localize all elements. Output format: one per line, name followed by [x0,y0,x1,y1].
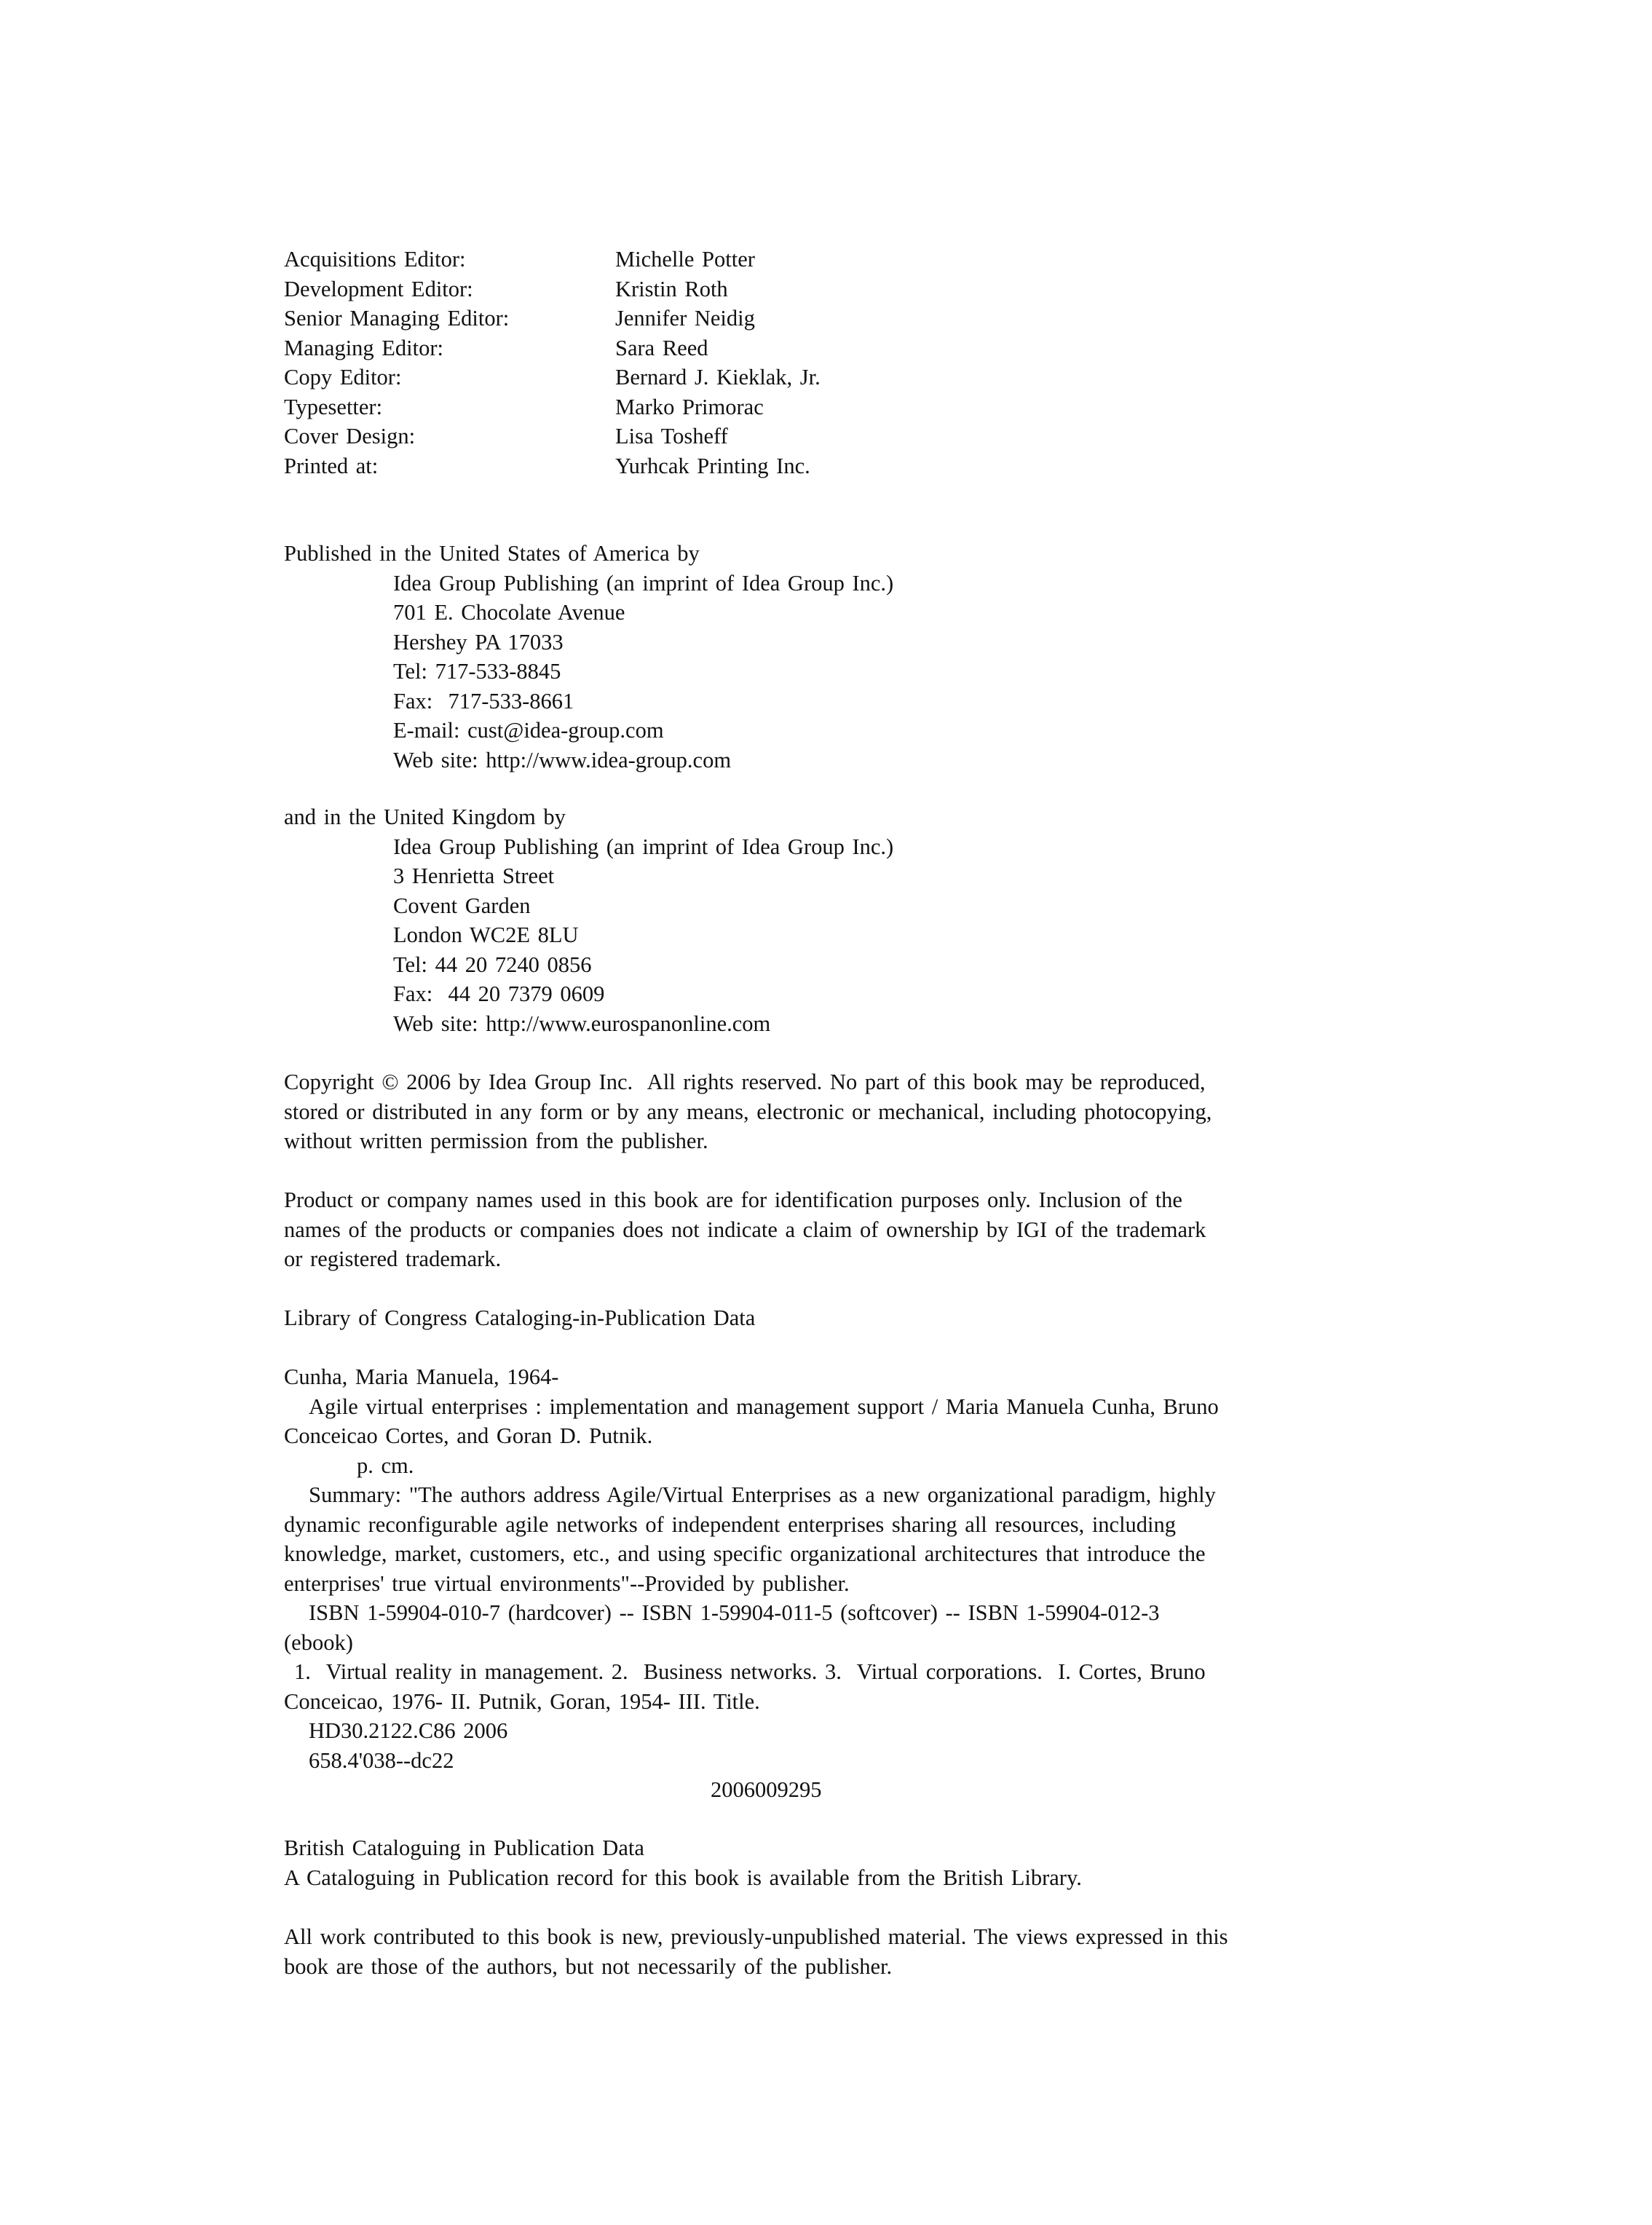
credit-role: Managing Editor: [284,335,444,360]
credit-name: Jennifer Neidig [615,306,755,331]
cip-isbn-line: ISBN 1-59904-010-7 (hardcover) -- ISBN 1-59904-011-5 (softcover) -- ISBN 1-59904-012-3 [309,1600,1160,1625]
credit-name: Marko Primorac [615,394,764,419]
british-cip-text: A Cataloguing in Publication record for this book is available from the British Library. [284,1865,1082,1890]
trademark-line: names of the products or companies does not indicate a claim of ownership by IGI of the trademark [284,1217,1206,1242]
us-publisher-intro: Published in the United States of America by [284,541,700,566]
cip-heading: Library of Congress Cataloging-in-Publication Data [284,1305,756,1330]
credit-name: Bernard J. Kieklak, Jr. [615,365,821,390]
credit-role: Development Editor: [284,276,473,301]
cip-summary-line: knowledge, market, customers, etc., and using specific organizational architectures that introduce the [284,1541,1206,1566]
address-line: Tel: 44 20 7240 0856 [393,952,592,977]
credit-name: Sara Reed [615,335,708,360]
cip-isbn-line: (ebook) [284,1629,353,1655]
trademark-line: or registered trademark. [284,1246,502,1271]
credit-role: Typesetter: [284,394,383,419]
address-line: Idea Group Publishing (an imprint of Idea Group Inc.) [393,570,894,596]
copyright-line: stored or distributed in any form or by any means, electronic or mechanical, including photocopying, [284,1099,1212,1124]
british-cip-heading: British Cataloguing in Publication Data [284,1835,644,1860]
address-line: E-mail: cust@idea-group.com [393,718,664,743]
trademark-notice [284,1185,1206,1274]
address-line: Tel: 717-533-8845 [393,659,561,684]
copyright-line: without written permission from the publisher. [284,1129,708,1153]
address-line: 701 E. Chocolate Avenue [393,600,625,625]
disclaimer-line: book are those of the authors, but not necessarily of the publisher. [284,1953,893,1979]
address-line: Fax: 44 20 7379 0609 [393,981,605,1006]
copyright-line: Copyright © 2006 by Idea Group Inc. All rights reserved. No part of this book may be reproduced, [284,1070,1206,1094]
credit-name: Lisa Tosheff [615,424,728,448]
credit-name: Yurhcak Printing Inc. [615,453,810,478]
trademark-line: Product or company names used in this book are for identification purposes only. Inclusion of the [284,1187,1182,1212]
us-publisher-block [284,539,893,775]
address-line: Web site: http://www.idea-group.com [393,747,732,772]
copyright-notice [284,1067,1212,1156]
cip-summary-line: enterprises' true virtual environments"--Provided by publisher. [284,1570,850,1596]
loc-cip-block [284,1303,1219,1805]
british-cip-block [284,1833,1082,1892]
cip-author: Cunha, Maria Manuela, 1964- [284,1364,559,1389]
credit-role: Printed at: [284,453,379,478]
address-line: Idea Group Publishing (an imprint of Idea Group Inc.) [393,834,894,859]
address-line: Covent Garden [393,893,531,918]
cip-lccn: 2006009295 [711,1777,822,1802]
cip-pcm: p. cm. [357,1453,414,1478]
cip-title-line: Conceicao Cortes, and Goran D. Putnik. [284,1423,653,1448]
cip-title-line: Agile virtual enterprises : implementation and management support / Maria Manuela Cunha, Bruno [309,1394,1219,1419]
cip-subject-line: Conceicao, 1976- II. Putnik, Goran, 1954- III. Title. [284,1688,760,1714]
address-line: 3 Henrietta Street [393,863,555,888]
credit-name: Michelle Potter [615,247,755,272]
cip-subject-line: 1. Virtual reality in management. 2. Business networks. 3. Virtual corporations. I. Cortes, Bruno [294,1659,1206,1684]
cip-summary-line: Summary: "The authors address Agile/Virtual Enterprises as a new organizational paradigm, highly [309,1482,1216,1507]
disclaimer-line: All work contributed to this book is new, previously-unpublished material. The views expressed in this [284,1924,1228,1949]
address-line: London WC2E 8LU [393,922,579,947]
credit-role: Copy Editor: [284,365,402,390]
address-line: Web site: http://www.eurospanonline.com [393,1011,771,1036]
credit-role: Acquisitions Editor: [284,247,466,272]
cip-dewey-number: 658.4'038--dc22 [309,1747,454,1773]
uk-publisher-block [284,802,893,1038]
credit-role: Senior Managing Editor: [284,306,510,331]
address-line: Fax: 717-533-8661 [393,688,574,714]
disclaimer-notice [284,1922,1228,1981]
address-line: Hershey PA 17033 [393,629,564,655]
cip-class-number: HD30.2122.C86 2006 [309,1718,508,1743]
cip-summary-line: dynamic reconfigurable agile networks of independent enterprises sharing all resources, including [284,1511,1177,1537]
credit-name: Kristin Roth [615,276,728,301]
uk-publisher-intro: and in the United Kingdom by [284,805,566,829]
credit-role: Cover Design: [284,424,416,448]
